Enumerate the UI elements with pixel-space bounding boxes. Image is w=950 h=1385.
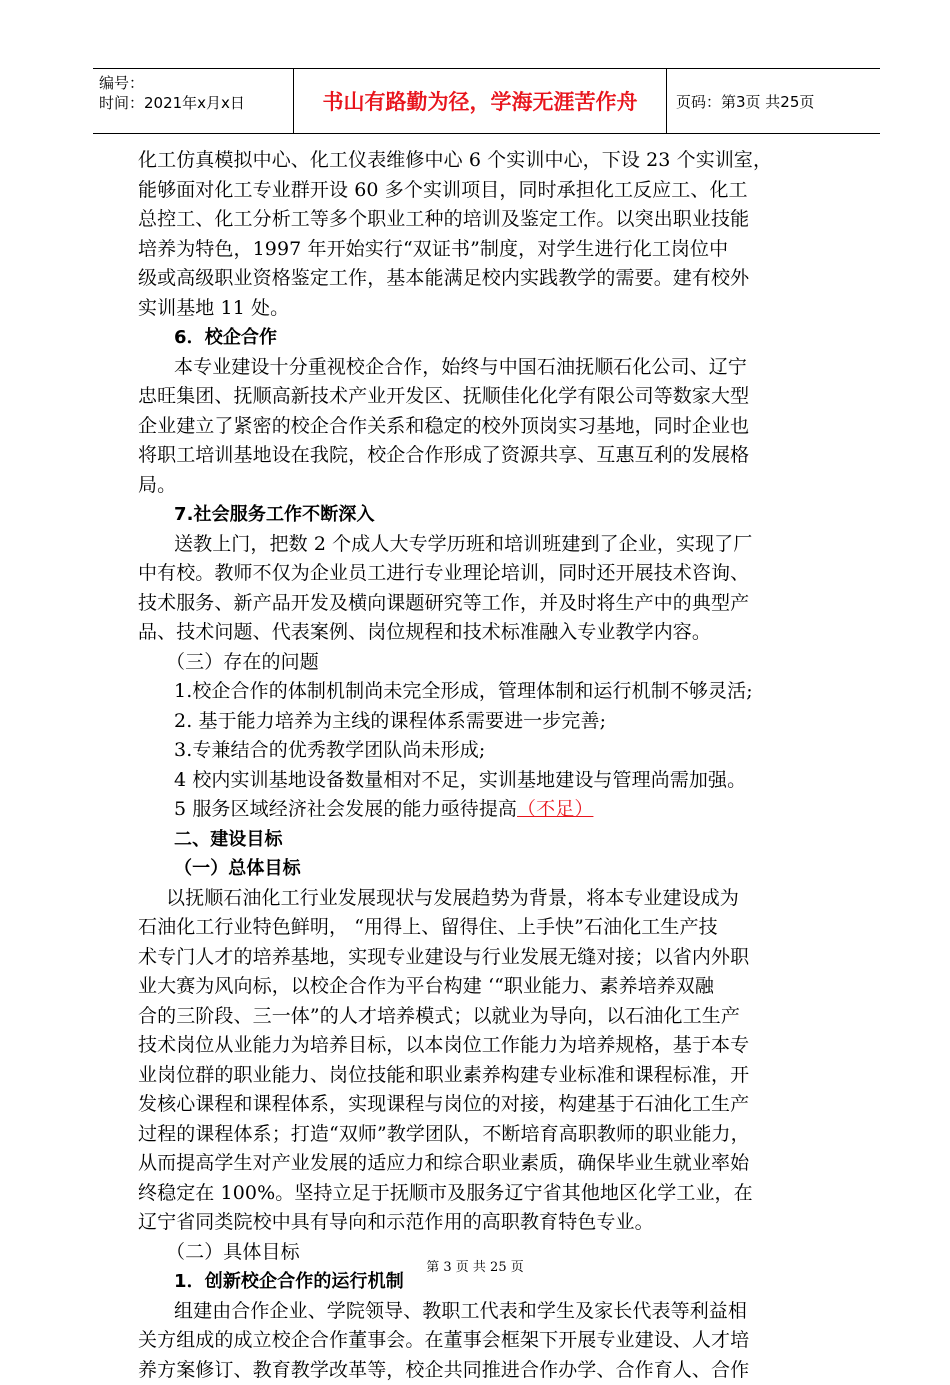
text-line: [138, 353, 850, 383]
line-text: 发核心课程和课程体系，实现课程与岗位的对接，构建基于石油化工生产: [138, 1093, 749, 1115]
line-text: 化工仿真模拟中心、化工仪表维修中心 6 个实训中心，下设 23 个实训室，: [138, 149, 772, 171]
line-text: 过程的课程体系；打造“双师”教学团队，不断培育高职教师的职业能力，: [138, 1123, 750, 1145]
text-line: [138, 1179, 850, 1209]
text-line: [138, 235, 850, 265]
page-header: [93, 68, 880, 134]
header-motto: 书山有路勤为径，学海无涯苦作舟: [294, 69, 667, 133]
line-text: 合的三阶段、三一体”的人才培养模式；以就业为导向，以石油化工生产: [138, 1005, 740, 1027]
document-body: [138, 146, 850, 1385]
line-text: 技术服务、新产品开发及横向课题研究等工作，并及时将生产中的典型产: [138, 592, 749, 614]
text-line: [138, 441, 850, 471]
line-text: 品、技术问题、代表案例、岗位规程和技术标准融入专业教学内容。: [138, 621, 711, 643]
text-line: [138, 530, 850, 560]
text-line: [138, 471, 850, 501]
text-line: [138, 1031, 850, 1061]
text-line: [138, 884, 850, 914]
line-text: （二）具体目标: [166, 1241, 300, 1263]
section-heading: [138, 854, 850, 884]
line-text: 能够面对化工专业群开设 60 多个实训项目，同时承担化工反应工、化工: [138, 179, 748, 201]
header-date: 时间：2021年x月x日: [99, 93, 293, 113]
line-text: 1.校企合作的体制机制尚未完全形成，管理体制和运行机制不够灵活;: [174, 680, 753, 702]
line-text: 技术岗位从业能力为培养目标，以本岗位工作能力为培养规格，基于本专: [138, 1034, 749, 1056]
text-line: [138, 1120, 850, 1150]
text-line: [138, 294, 850, 324]
line-text: 实训基地 11 处。: [138, 297, 289, 319]
line-text: 5 服务区域经济社会发展的能力亟待提高: [174, 798, 517, 820]
text-line: [138, 736, 850, 766]
section-heading: [138, 323, 850, 353]
text-line: [138, 707, 850, 737]
text-line: [138, 589, 850, 619]
line-text: 辽宁省同类院校中具有导向和示范作用的高职教育特色专业。: [138, 1211, 654, 1233]
line-text: 4 校内实训基地设备数量相对不足，实训基地建设与管理尚需加强。: [174, 769, 746, 791]
text-line: [138, 1061, 850, 1091]
red-annotation: （不足）: [517, 798, 593, 820]
text-line: [138, 146, 850, 176]
line-text: 企业建立了紧密的校企合作关系和稳定的校外顶岗实习基地，同时企业也: [138, 415, 749, 437]
text-line: [138, 943, 850, 973]
line-text: 关方组成的成立校企合作董事会。在董事会框架下开展专业建设、人才培: [138, 1329, 749, 1351]
text-line: [138, 913, 850, 943]
line-text: 级或高级职业资格鉴定工作，基本能满足校内实践教学的需要。建有校外: [138, 267, 749, 289]
line-text: 二、建设目标: [174, 829, 283, 850]
line-text: 术专门人才的培养基地，实现专业建设与行业发展无缝对接；以省内外职: [138, 946, 749, 968]
header-number: 编号：: [99, 73, 293, 93]
line-text: 业大赛为风向标，以校企合作为平台构建 ‘“职业能力、素养培养双融: [138, 975, 714, 997]
text-line: [138, 176, 850, 206]
text-line: [138, 559, 850, 589]
line-text: 7.社会服务工作不断深入: [174, 504, 375, 525]
line-text: 组建由合作企业、学院领导、教职工代表和学生及家长代表等利益相: [174, 1300, 747, 1322]
line-text: （一）总体目标: [174, 858, 301, 879]
line-text: 总控工、化工分析工等多个职业工种的培训及鉴定工作。以突出职业技能: [138, 208, 749, 230]
text-line: [138, 1326, 850, 1356]
text-line: [138, 795, 850, 825]
header-info-cell: [93, 69, 294, 133]
text-line: [138, 1356, 850, 1385]
line-text: 6．校企合作: [174, 327, 277, 348]
section-heading: [138, 825, 850, 855]
line-text: 养方案修订、教育教学改革等，校企共同推进合作办学、合作育人、合作: [138, 1359, 749, 1381]
text-line: [138, 766, 850, 796]
text-line: [138, 618, 850, 648]
line-text: 1．创新校企合作的运行机制: [174, 1271, 404, 1292]
text-line: [138, 382, 850, 412]
text-line: [138, 205, 850, 235]
text-line: [138, 677, 850, 707]
text-line: [138, 648, 850, 678]
line-text: 3.专兼结合的优秀教学团队尚未形成;: [174, 739, 485, 761]
line-text: 石油化工行业特色鲜明， “用得上、留得住、上手快”石油化工生产技: [138, 916, 718, 938]
text-line: [138, 972, 850, 1002]
line-text: 终稳定在 100%。坚持立足于抚顺市及服务辽宁省其他地区化学工业，在: [138, 1182, 753, 1204]
line-text: 忠旺集团、抚顺高新技术产业开发区、抚顺佳化化学有限公司等数家大型: [138, 385, 749, 407]
line-text: 以抚顺石油化工行业发展现状与发展趋势为背景，将本专业建设成为: [166, 887, 739, 909]
text-line: [138, 1208, 850, 1238]
line-text: 业岗位群的职业能力、岗位技能和职业素养构建专业标准和课程标准，开: [138, 1064, 749, 1086]
line-text: 2. 基于能力培养为主线的课程体系需要进一步完善;: [174, 710, 606, 732]
text-line: [138, 1002, 850, 1032]
header-page-number: 页码：第3页 共25页: [667, 69, 880, 133]
text-line: [138, 1149, 850, 1179]
text-line: [138, 264, 850, 294]
line-text: 培养为特色，1997 年开始实行“双证书”制度，对学生进行化工岗位中: [138, 238, 728, 260]
line-text: 送教上门，把数 2 个成人大专学历班和培训班建到了企业，实现了厂: [174, 533, 752, 555]
line-text: 中有校。教师不仅为企业员工进行专业理论培训，同时还开展技术咨询、: [138, 562, 749, 584]
text-line: [138, 412, 850, 442]
line-text: 局。: [138, 474, 176, 496]
text-line: [138, 1090, 850, 1120]
line-text: （三）存在的问题: [166, 651, 319, 673]
line-text: 从而提高学生对产业发展的适应力和综合职业素质，确保毕业生就业率始: [138, 1152, 749, 1174]
page-footer: 第 3 页 共 25 页: [0, 1256, 950, 1275]
text-line: [138, 1297, 850, 1327]
line-text: 本专业建设十分重视校企合作，始终与中国石油抚顺石化公司、辽宁: [174, 356, 747, 378]
line-text: 将职工培训基地设在我院，校企合作形成了资源共享、互惠互利的发展格: [138, 444, 749, 466]
section-heading: [138, 500, 850, 530]
